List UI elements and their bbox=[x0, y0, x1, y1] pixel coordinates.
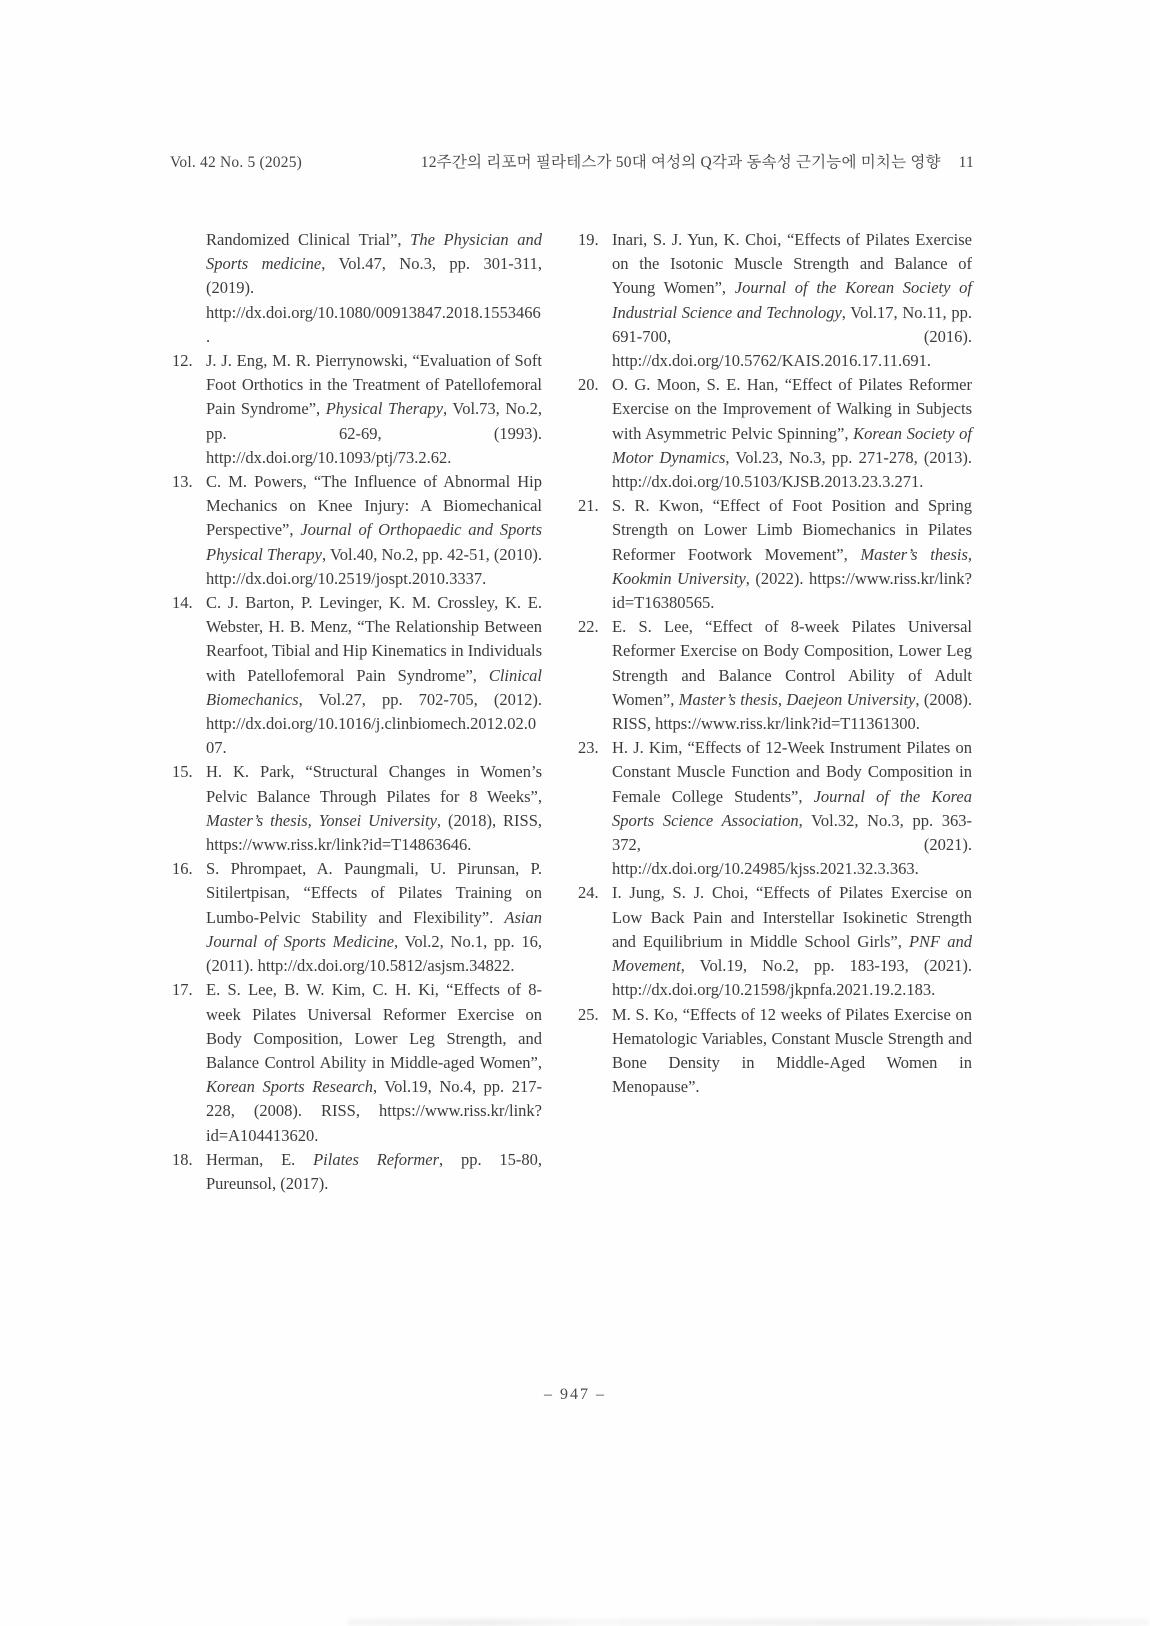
page-header bbox=[170, 150, 974, 172]
reference-number: 22. bbox=[578, 617, 599, 637]
reference-number: 17. bbox=[172, 980, 193, 1000]
running-title: 12주간의 리포머 필라테스가 50대 여성의 Q각과 동속성 근기능에 미치는 영향 bbox=[420, 154, 941, 171]
reference-item bbox=[578, 736, 972, 881]
reference-number: 14. bbox=[172, 593, 193, 613]
reference-text: S. R. Kwon, “Effect of Foot Position and Spring Strength on Lower Limb Biomechanics in Pilates Reformer Footwork Movement”, Master’s thesis, Kookmin University, (2022). https://www.riss.kr/link?id=T16380565. bbox=[612, 496, 973, 613]
reference-number: 12. bbox=[172, 351, 193, 371]
reference-text: M. S. Ko, “Effects of 12 weeks of Pilates Exercise on Hematologic Variables, Constant Muscle Strength and Bone Density in Middle-Aged Women in Menopause”. bbox=[612, 1004, 972, 1097]
reference-number: 16. bbox=[172, 859, 193, 879]
reference-number: 13. bbox=[172, 472, 193, 492]
reference-text: H. J. Kim, “Effects of 12-Week Instrument Pilates on Constant Muscle Function and Body Composition in Female College Students”, Journal of the Korea Sports Science Association, Vol.32, No.3, pp. 363-372, (2021). http://dx.doi.org/10.24985/kjss.2021.32.3.363. bbox=[612, 738, 972, 879]
reference-number: 15. bbox=[172, 762, 193, 782]
reference-item bbox=[578, 1003, 972, 1100]
reference-number: 19. bbox=[578, 230, 599, 249]
reference-number: 23. bbox=[578, 738, 599, 758]
references-column-left bbox=[172, 228, 542, 1196]
references-section bbox=[172, 228, 972, 1196]
reference-text: E. S. Lee, B. W. Kim, C. H. Ki, “Effects of 8-week Pilates Universal Reformer Exercise on Body Composition, Lower Leg Strength, and Balance Control Ability in Middle-aged Women”, Korean Sports Research, Vol.19, No.4, pp. 217-228, (2008). RISS, https://www.riss.kr/link?id=A104413620. bbox=[206, 980, 542, 1145]
reference-text: O. G. Moon, S. E. Han, “Effect of Pilates Reformer Exercise on the Improvement of Walking in Subjects with Asymmetric Pelvic Spinning”, Korean Society of Motor Dynamics, Vol.23, No.3, pp. 271-278, (2013). http://dx.doi.org/10.5103/KJSB.2013.23.3.271. bbox=[612, 375, 972, 492]
reference-item bbox=[578, 615, 972, 736]
reference-item bbox=[578, 494, 972, 615]
reference-number: 25. bbox=[578, 1004, 599, 1024]
reference-text: Inari, S. J. Yun, K. Choi, “Effects of Pilates Exercise on the Isotonic Muscle Strength and Balance of Young Women”, Journal of the Korean Society of Industrial Science and Technology, Vol.17, No.11, pp. 691-700, (2016). http://dx.doi.org/10.5762/KAIS.2016.17.11.691. bbox=[612, 230, 972, 371]
header-right-group bbox=[421, 150, 974, 172]
reference-text: Herman, E. Pilates Reformer, pp. 15-80, Pureunsol, (2017). bbox=[206, 1149, 542, 1193]
reference-number: 20. bbox=[578, 375, 599, 395]
reference-item bbox=[172, 470, 542, 591]
reference-item bbox=[578, 881, 972, 1002]
reference-text: C. M. Powers, “The Influence of Abnormal Hip Mechanics on Knee Injury: A Biomechanical Perspective”, Journal of Orthopaedic and Sports Physical Therapy, Vol.40, No.2, pp. 42-51, (2010). http://dx.doi.org/10.2519/jospt.2010.3337. bbox=[206, 472, 543, 588]
reference-item bbox=[172, 349, 542, 470]
reference-item bbox=[578, 373, 972, 494]
reference-item bbox=[172, 857, 542, 978]
header-page-number: 11 bbox=[958, 154, 974, 171]
reference-text: I. Jung, S. J. Choi, “Effects of Pilates Exercise on Low Back Pain and Interstellar Isokinetic Strength and Equilibrium in Middle School Girls”, PNF and Movement, Vol.19, No.2, pp. 183-193, (2021). http://dx.doi.org/10.21598/jkpnfa.2021.19.2.183. bbox=[612, 883, 972, 1000]
reference-text: C. J. Barton, P. Levinger, K. M. Crossley, K. E. Webster, H. B. Menz, “The Relationship Between Rearfoot, Tibial and Hip Kinematics in Individuals with Patellofemoral Pain Syndrome”, Clinical Biomechanics, Vol.27, pp. 702-705, (2012). http://dx.doi.org/10.1016/j.clinbiomech.2012.02.007. bbox=[206, 593, 542, 758]
reference-item bbox=[172, 760, 542, 857]
references-column-right bbox=[578, 228, 972, 1099]
volume-info: Vol. 42 No. 5 (2025) bbox=[170, 154, 303, 171]
reference-number: 18. bbox=[172, 1149, 193, 1169]
reference-number: 24. bbox=[578, 883, 599, 903]
reference-text: Randomized Clinical Trial”, The Physician and Sports medicine, Vol.47, No.3, pp. 301-311, (2019). http://dx.doi.org/10.1080/00913847.2018.1553466. bbox=[206, 230, 542, 346]
reference-item bbox=[172, 978, 542, 1147]
reference-text: E. S. Lee, “Effect of 8-week Pilates Universal Reformer Exercise on Body Composition, Lower Leg Strength and Balance Control Ability of Adult Women”, Master’s thesis, Daejeon University, (2008). RISS, https://www.riss.kr/link?id=T11361300. bbox=[612, 617, 973, 734]
reference-text: H. K. Park, “Structural Changes in Women’s Pelvic Balance Through Pilates for 8 Weeks”, Master’s thesis, Yonsei University, (2018), RISS, https://www.riss.kr/link?id=T14863646. bbox=[206, 762, 543, 855]
bottom-cutoff-text-artifact bbox=[348, 1619, 1148, 1626]
reference-text: S. Phrompaet, A. Paungmali, U. Pirunsan, P. Sitilertpisan, “Effects of Pilates Training on Lumbo-Pelvic Stability and Flexibility”. Asian Journal of Sports Medicine, Vol.2, No.1, pp. 16, (2011). http://dx.doi.org/10.5812/asjsm.34822. bbox=[206, 859, 542, 976]
reference-item bbox=[172, 228, 542, 349]
reference-item bbox=[578, 228, 972, 373]
reference-text: J. J. Eng, M. R. Pierrynowski, “Evaluation of Soft Foot Orthotics in the Treatment of Patellofemoral Pain Syndrome”, Physical Therapy, Vol.73, No.2, pp. 62-69, (1993). http://dx.doi.org/10.1093/ptj/73.2.62. bbox=[206, 351, 542, 467]
reference-item bbox=[172, 1148, 542, 1196]
reference-item bbox=[172, 591, 542, 760]
reference-number: 21. bbox=[578, 496, 599, 516]
footer-page-number: – 947 – bbox=[544, 1386, 606, 1403]
